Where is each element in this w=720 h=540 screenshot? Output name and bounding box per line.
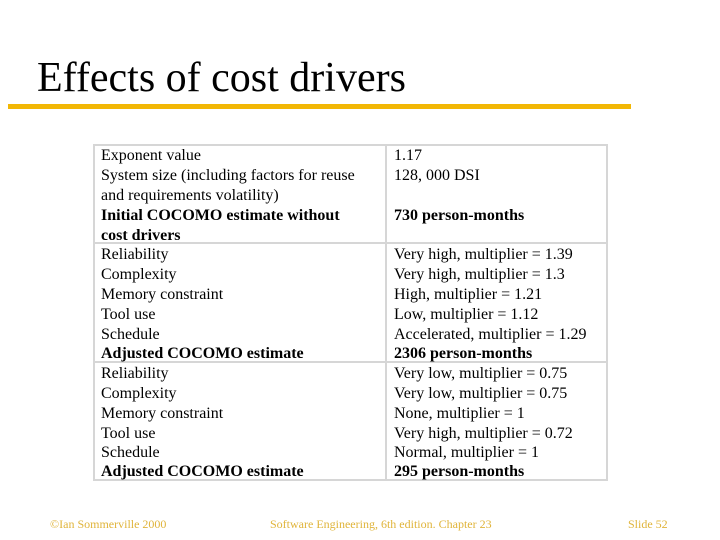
table-row-label: Schedule xyxy=(101,326,160,343)
table-row-label: System size (including factors for reuse xyxy=(101,167,355,184)
table-summary-label: Initial COCOMO estimate without xyxy=(101,207,340,224)
table-row-label: Complexity xyxy=(101,266,177,283)
table-summary-value: 730 person-months xyxy=(394,207,525,224)
slide-title: Effects of cost drivers xyxy=(37,55,406,101)
table-row-value: Very low, multiplier = 0.75 xyxy=(394,385,568,402)
table-row-value: None, multiplier = 1 xyxy=(394,405,525,422)
footer-book-title: Software Engineering, 6th edition. Chapter 23 xyxy=(270,517,492,531)
table-row-value: 128, 000 DSI xyxy=(394,167,480,184)
table-row-value: Low, multiplier = 1.12 xyxy=(394,306,539,323)
title-rule xyxy=(8,104,631,109)
table-summary-label-continued: cost drivers xyxy=(101,227,181,244)
table-row-label: Reliability xyxy=(101,365,169,382)
table-summary-label: Adjusted COCOMO estimate xyxy=(101,345,304,362)
table-summary-value: 2306 person-months xyxy=(394,345,533,362)
table-row-value: Very high, multiplier = 1.39 xyxy=(394,246,573,263)
footer-slide-number: Slide 52 xyxy=(628,517,668,531)
table-row-label: Complexity xyxy=(101,385,177,402)
table-row-value: 1.17 xyxy=(394,147,422,164)
table-row-label: Reliability xyxy=(101,246,169,263)
table-row-value: Normal, multiplier = 1 xyxy=(394,444,539,461)
table-row-label: and requirements volatility) xyxy=(101,187,279,204)
table-row-label: Memory constraint xyxy=(101,405,224,422)
table-column-divider xyxy=(385,144,387,481)
table-row-label: Exponent value xyxy=(101,147,201,164)
table-row-label: Tool use xyxy=(101,306,156,323)
table-row-label: Tool use xyxy=(101,425,156,442)
table-row-value: Very high, multiplier = 1.3 xyxy=(394,266,565,283)
table-row-value: Accelerated, multiplier = 1.29 xyxy=(394,326,587,343)
table-summary-value: 295 person-months xyxy=(394,463,525,480)
table-row-value: High, multiplier = 1.21 xyxy=(394,286,543,303)
table-summary-label: Adjusted COCOMO estimate xyxy=(101,463,304,480)
table-row-label: Schedule xyxy=(101,444,160,461)
table-row-value: Very high, multiplier = 0.72 xyxy=(394,425,573,442)
table-row-value: Very low, multiplier = 0.75 xyxy=(394,365,568,382)
footer-copyright: ©Ian Sommerville 2000 xyxy=(50,517,167,531)
table-row-label: Memory constraint xyxy=(101,286,224,303)
